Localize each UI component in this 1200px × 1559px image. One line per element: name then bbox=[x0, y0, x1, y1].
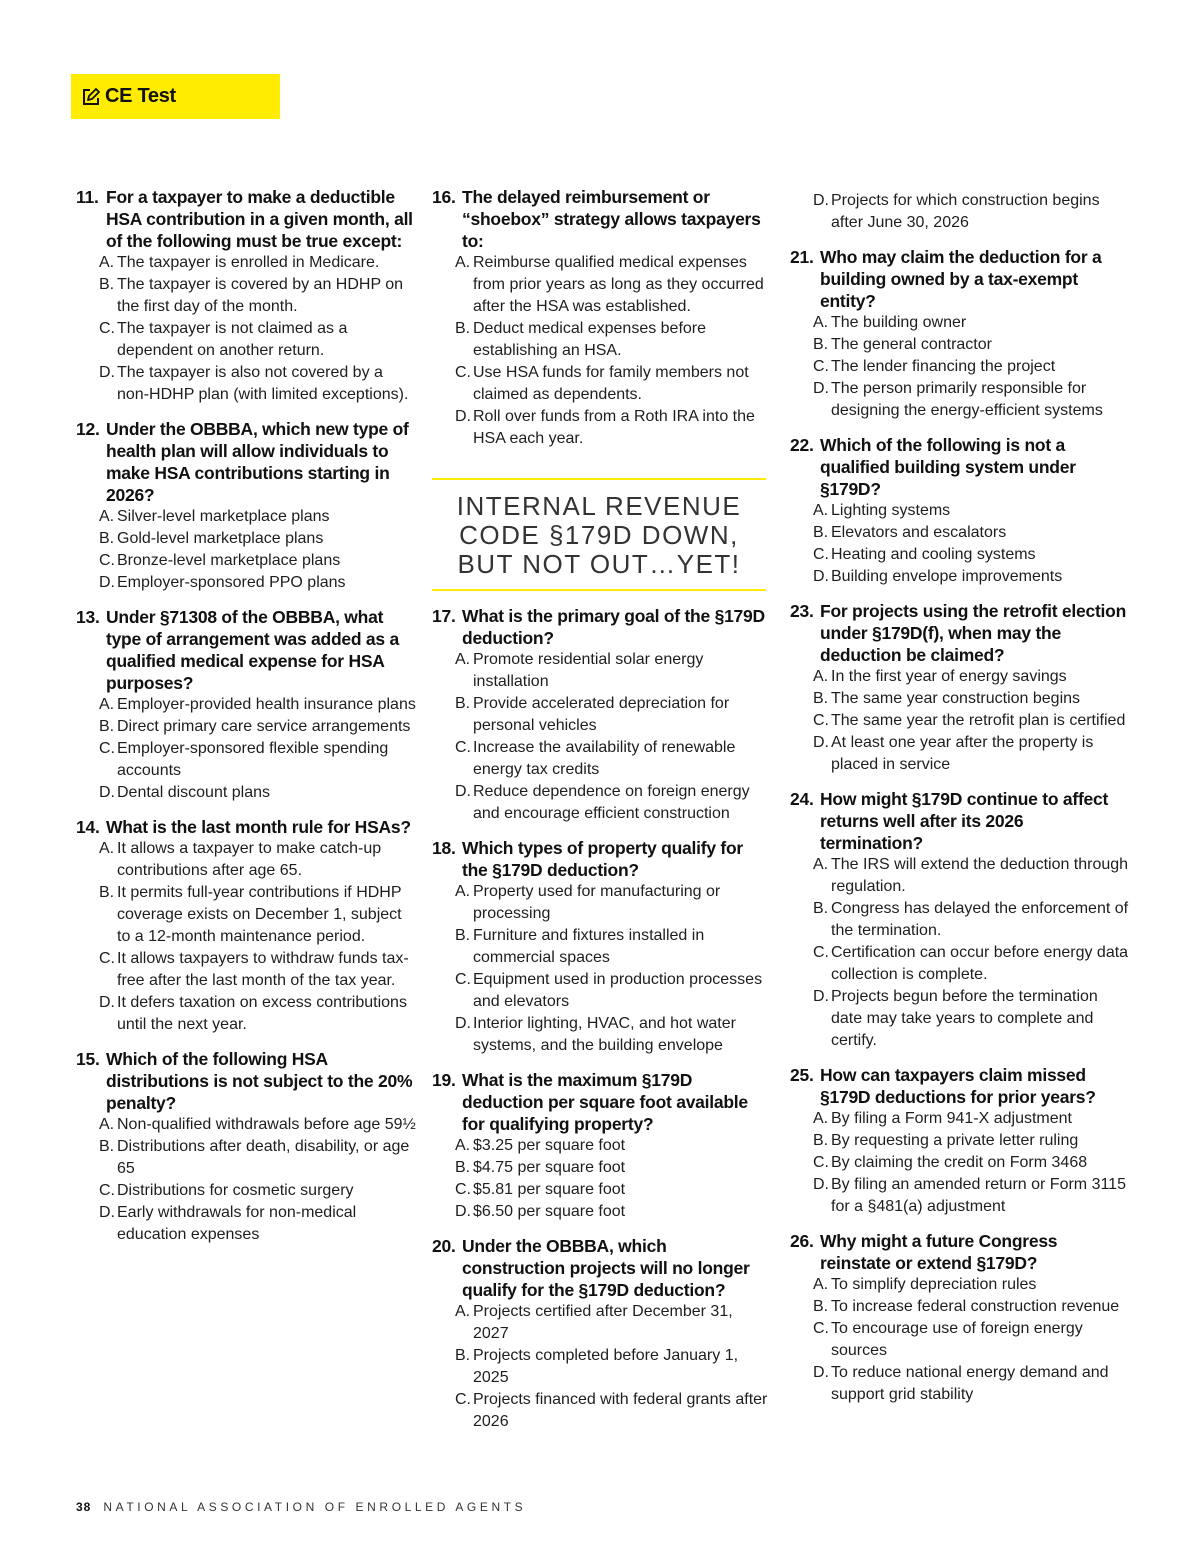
option-letter: A. bbox=[99, 696, 115, 713]
answer-option bbox=[813, 500, 1130, 522]
option-letter: D. bbox=[813, 380, 829, 397]
answer-option bbox=[99, 506, 416, 528]
option-text: Elevators and escalators bbox=[831, 524, 1007, 541]
option-letter: A. bbox=[455, 883, 471, 900]
option-letter: C. bbox=[455, 364, 471, 381]
option-text: It allows a taxpayer to make catch-up contributions after age 65. bbox=[117, 840, 382, 879]
answer-option bbox=[813, 1174, 1130, 1218]
answer-option bbox=[99, 318, 416, 362]
option-letter: A. bbox=[455, 1303, 471, 1320]
option-text: Provide accelerated depreciation for personal vehicles bbox=[473, 695, 730, 734]
question-23 bbox=[790, 600, 1130, 776]
option-letter: C. bbox=[813, 546, 829, 563]
question-text: Under the OBBBA, which construction projects will no longer qualify for the §179D deduction? bbox=[462, 1236, 750, 1300]
badge-label: CE Test bbox=[105, 85, 176, 107]
option-text: By filing an amended return or Form 3115 for a §481(a) adjustment bbox=[831, 1176, 1126, 1215]
answer-option bbox=[99, 738, 416, 782]
option-text: Employer-sponsored flexible spending accounts bbox=[117, 740, 389, 779]
option-text: Promote residential solar energy installation bbox=[473, 651, 704, 690]
question-stem bbox=[76, 1048, 416, 1114]
option-letter: C. bbox=[99, 950, 115, 967]
question-21 bbox=[790, 246, 1130, 422]
option-text: Congress has delayed the enforcement of the termination. bbox=[831, 900, 1129, 939]
option-letter: C. bbox=[813, 358, 829, 375]
answer-option bbox=[455, 1135, 772, 1157]
question-number: 17. bbox=[432, 606, 456, 626]
question-number: 16. bbox=[432, 187, 456, 207]
answer-option bbox=[455, 362, 772, 406]
option-letter: D. bbox=[455, 1015, 471, 1032]
question-stem bbox=[432, 605, 772, 649]
question-text: How can taxpayers claim missed §179D deductions for prior years? bbox=[820, 1065, 1096, 1107]
option-text: Projects begun before the termination date may take years to complete and certify. bbox=[831, 988, 1098, 1049]
answer-option bbox=[813, 566, 1130, 588]
question-24 bbox=[790, 788, 1130, 1052]
option-letter: A. bbox=[813, 1110, 829, 1127]
question-18 bbox=[432, 837, 772, 1057]
question-text: Which of the following HSA distributions is not subject to the 20% penalty? bbox=[106, 1049, 413, 1113]
option-letter: A. bbox=[813, 668, 829, 685]
option-letter: B. bbox=[813, 336, 829, 353]
option-text: Projects financed with federal grants after 2026 bbox=[473, 1391, 768, 1430]
option-text: The building owner bbox=[831, 314, 967, 331]
option-letter: D. bbox=[455, 783, 471, 800]
option-text: Distributions after death, disability, or age 65 bbox=[117, 1138, 410, 1177]
option-letter: B. bbox=[99, 530, 115, 547]
question-text: What is the last month rule for HSAs? bbox=[106, 817, 411, 837]
answer-option bbox=[99, 1180, 416, 1202]
question-text: Under the OBBBA, which new type of health plan will allow individuals to make HSA contributions starting in 2026? bbox=[106, 419, 409, 505]
question-number: 21. bbox=[790, 247, 814, 267]
option-letter: B. bbox=[813, 1298, 829, 1315]
option-text: The same year construction begins bbox=[831, 690, 1081, 707]
answer-option bbox=[99, 782, 416, 804]
answer-option bbox=[99, 992, 416, 1036]
question-text: For projects using the retrofit election under §179D(f), when may the deduction be claimed? bbox=[820, 601, 1127, 665]
question-text: For a taxpayer to make a deductible HSA contribution in a given month, all of the following must be true except: bbox=[106, 187, 413, 251]
question-15 bbox=[76, 1048, 416, 1246]
option-letter: D. bbox=[455, 1203, 471, 1220]
answer-option bbox=[455, 1201, 772, 1223]
answer-option bbox=[99, 274, 416, 318]
answer-option bbox=[455, 925, 772, 969]
option-letter: B. bbox=[813, 1132, 829, 1149]
answer-option bbox=[455, 1179, 772, 1201]
option-letter: D. bbox=[99, 784, 115, 801]
option-text: Employer-sponsored PPO plans bbox=[117, 574, 346, 591]
question-stem bbox=[432, 1069, 772, 1135]
page-number: 38 bbox=[76, 1500, 92, 1514]
option-letter: A. bbox=[455, 1137, 471, 1154]
option-letter: C. bbox=[99, 320, 115, 337]
answer-option bbox=[813, 1108, 1130, 1130]
option-letter: B. bbox=[99, 276, 115, 293]
option-text: $4.75 per square foot bbox=[473, 1159, 626, 1176]
question-text: How might §179D continue to affect returns well after its 2026 termination? bbox=[820, 789, 1109, 853]
question-stem bbox=[790, 1230, 1130, 1274]
answer-option bbox=[813, 898, 1130, 942]
answer-option bbox=[813, 544, 1130, 566]
answer-option bbox=[455, 1389, 772, 1433]
column-2 bbox=[432, 186, 772, 1445]
question-number: 18. bbox=[432, 838, 456, 858]
ce-test-badge bbox=[71, 74, 280, 119]
option-letter: A. bbox=[99, 254, 115, 271]
option-text: Lighting systems bbox=[831, 502, 951, 519]
option-text: Interior lighting, HVAC, and hot water systems, and the building envelope bbox=[473, 1015, 736, 1054]
option-text: $3.25 per square foot bbox=[473, 1137, 626, 1154]
option-letter: D. bbox=[813, 988, 829, 1005]
column-3 bbox=[790, 186, 1130, 1418]
answer-option bbox=[813, 378, 1130, 422]
option-text: The lender financing the project bbox=[831, 358, 1056, 375]
option-letter: D. bbox=[99, 994, 115, 1011]
option-text: Increase the availability of renewable energy tax credits bbox=[473, 739, 736, 778]
option-text: Equipment used in production processes and elevators bbox=[473, 971, 763, 1010]
answer-option bbox=[99, 1202, 416, 1246]
option-text: Silver-level marketplace plans bbox=[117, 508, 330, 525]
question-number: 14. bbox=[76, 817, 100, 837]
option-letter: D. bbox=[813, 1176, 829, 1193]
option-text: Building envelope improvements bbox=[831, 568, 1063, 585]
question-number: 23. bbox=[790, 601, 814, 621]
answer-option bbox=[99, 716, 416, 738]
option-text: Dental discount plans bbox=[117, 784, 270, 801]
answer-option bbox=[99, 948, 416, 992]
question-text: Why might a future Congress reinstate or extend §179D? bbox=[820, 1231, 1058, 1273]
option-letter: B. bbox=[813, 524, 829, 541]
option-text: By filing a Form 941-X adjustment bbox=[831, 1110, 1072, 1127]
option-text: Direct primary care service arrangements bbox=[117, 718, 411, 735]
question-number: 20. bbox=[432, 1236, 456, 1256]
option-text: Projects certified after December 31, 2027 bbox=[473, 1303, 733, 1342]
option-text: The taxpayer is enrolled in Medicare. bbox=[117, 254, 380, 271]
option-letter: A. bbox=[99, 508, 115, 525]
option-text: By claiming the credit on Form 3468 bbox=[831, 1154, 1088, 1171]
question-stem bbox=[76, 418, 416, 506]
answer-option bbox=[813, 688, 1130, 710]
option-text: It defers taxation on excess contributions until the next year. bbox=[117, 994, 407, 1033]
option-text: By requesting a private letter ruling bbox=[831, 1132, 1079, 1149]
question-stem bbox=[432, 186, 772, 252]
option-letter: A. bbox=[455, 254, 471, 271]
answer-option bbox=[99, 362, 416, 406]
question-text: The delayed reimbursement or “shoebox” strategy allows taxpayers to: bbox=[462, 187, 761, 251]
option-text: The taxpayer is not claimed as a dependent on another return. bbox=[117, 320, 348, 359]
option-letter: A. bbox=[813, 502, 829, 519]
option-letter: A. bbox=[813, 856, 829, 873]
column-1 bbox=[76, 186, 416, 1258]
option-text: To simplify depreciation rules bbox=[831, 1276, 1037, 1293]
answer-option bbox=[813, 1130, 1130, 1152]
option-letter: B. bbox=[813, 690, 829, 707]
answer-option bbox=[813, 1318, 1130, 1362]
option-text: The IRS will extend the deduction through regulation. bbox=[831, 856, 1129, 895]
option-text: To increase federal construction revenue bbox=[831, 1298, 1120, 1315]
option-letter: C. bbox=[99, 1182, 115, 1199]
option-text: Reimburse qualified medical expenses from prior years as long as they occurred after the HSA was established. bbox=[473, 254, 764, 315]
answer-option bbox=[813, 1274, 1130, 1296]
question-14 bbox=[76, 816, 416, 1036]
question-stem bbox=[790, 246, 1130, 312]
option-text: $5.81 per square foot bbox=[473, 1181, 626, 1198]
question-12 bbox=[76, 418, 416, 594]
option-text: The taxpayer is also not covered by a non-HDHP plan (with limited exceptions). bbox=[117, 364, 409, 403]
option-text: Furniture and fixtures installed in commercial spaces bbox=[473, 927, 705, 966]
question-number: 13. bbox=[76, 607, 100, 627]
option-letter: C. bbox=[813, 944, 829, 961]
question-text: Under §71308 of the OBBBA, what type of arrangement was added as a qualified medical expense for HSA purposes? bbox=[106, 607, 399, 693]
answer-option bbox=[455, 318, 772, 362]
option-letter: B. bbox=[455, 695, 471, 712]
page-footer bbox=[76, 1500, 526, 1514]
option-text: Early withdrawals for non-medical education expenses bbox=[117, 1204, 357, 1243]
answer-option bbox=[813, 986, 1130, 1052]
option-letter: C. bbox=[455, 1391, 471, 1408]
question-stem bbox=[790, 788, 1130, 854]
question-stem bbox=[790, 1064, 1130, 1108]
option-letter: D. bbox=[813, 734, 829, 751]
answer-option bbox=[813, 522, 1130, 544]
answer-option bbox=[813, 1296, 1130, 1318]
option-letter: A. bbox=[455, 651, 471, 668]
option-letter: C. bbox=[99, 552, 115, 569]
option-text: Employer-provided health insurance plans bbox=[117, 696, 416, 713]
answer-option bbox=[455, 693, 772, 737]
question-stem bbox=[76, 606, 416, 694]
option-letter: C. bbox=[813, 1154, 829, 1171]
question-26 bbox=[790, 1230, 1130, 1406]
answer-option bbox=[455, 252, 772, 318]
option-text: Reduce dependence on foreign energy and encourage efficient construction bbox=[473, 783, 750, 822]
question-stem bbox=[790, 600, 1130, 666]
option-text: Distributions for cosmetic surgery bbox=[117, 1182, 354, 1199]
question-20 bbox=[432, 1235, 772, 1433]
question-number: 24. bbox=[790, 789, 814, 809]
option-letter: D. bbox=[99, 364, 115, 381]
answer-option bbox=[99, 1114, 416, 1136]
question-17 bbox=[432, 605, 772, 825]
option-text: To encourage use of foreign energy sources bbox=[831, 1320, 1083, 1359]
option-letter: B. bbox=[455, 1347, 471, 1364]
option-text: Deduct medical expenses before establishing an HSA. bbox=[473, 320, 707, 359]
option-letter: A. bbox=[99, 1116, 115, 1133]
option-letter: A. bbox=[813, 1276, 829, 1293]
answer-option bbox=[813, 942, 1130, 986]
option-text: Gold-level marketplace plans bbox=[117, 530, 324, 547]
answer-option bbox=[99, 838, 416, 882]
option-text: To reduce national energy demand and support grid stability bbox=[831, 1364, 1109, 1403]
option-letter: C. bbox=[813, 1320, 829, 1337]
option-text: Certification can occur before energy data collection is complete. bbox=[831, 944, 1129, 983]
option-text: $6.50 per square foot bbox=[473, 1203, 626, 1220]
option-text: Use HSA funds for family members not claimed as dependents. bbox=[473, 364, 749, 403]
option-letter: B. bbox=[455, 927, 471, 944]
answer-option bbox=[813, 710, 1130, 732]
answer-option bbox=[99, 882, 416, 948]
option-letter: C. bbox=[455, 971, 471, 988]
question-25 bbox=[790, 1064, 1130, 1218]
answer-option bbox=[455, 1157, 772, 1179]
option-text: It permits full-year contributions if HDHP coverage exists on December 1, subject to a 12-month maintenance period. bbox=[117, 884, 402, 945]
option-text: Projects completed before January 1, 2025 bbox=[473, 1347, 739, 1386]
option-letter: B. bbox=[813, 900, 829, 917]
answer-option bbox=[99, 1136, 416, 1180]
answer-option bbox=[99, 252, 416, 274]
question-number: 25. bbox=[790, 1065, 814, 1085]
question-text: What is the maximum §179D deduction per square foot available for qualifying property? bbox=[462, 1070, 748, 1134]
publication-name: NATIONAL ASSOCIATION OF ENROLLED AGENTS bbox=[103, 1500, 527, 1514]
answer-option bbox=[813, 356, 1130, 378]
option-letter: B. bbox=[99, 718, 115, 735]
answer-option bbox=[99, 694, 416, 716]
answer-option bbox=[455, 1345, 772, 1389]
answer-option bbox=[455, 881, 772, 925]
question-text: Which of the following is not a qualified building system under §179D? bbox=[820, 435, 1076, 499]
option-letter: A. bbox=[99, 840, 115, 857]
option-letter: C. bbox=[455, 1181, 471, 1198]
option-text: The general contractor bbox=[831, 336, 992, 353]
question-stem bbox=[432, 837, 772, 881]
question-number: 19. bbox=[432, 1070, 456, 1090]
answer-option bbox=[99, 572, 416, 594]
option-text: Bronze-level marketplace plans bbox=[117, 552, 341, 569]
answer-option bbox=[813, 1152, 1130, 1174]
question-number: 26. bbox=[790, 1231, 814, 1251]
option-letter: D. bbox=[813, 568, 829, 585]
option-letter: D. bbox=[813, 1364, 829, 1381]
answer-option bbox=[455, 781, 772, 825]
option-text: It allows taxpayers to withdraw funds tax-free after the last month of the tax year. bbox=[117, 950, 409, 989]
question-19 bbox=[432, 1069, 772, 1223]
answer-option bbox=[813, 312, 1130, 334]
answer-option-continued bbox=[813, 190, 1130, 234]
answer-option bbox=[455, 406, 772, 450]
option-letter: B. bbox=[99, 884, 115, 901]
section-heading: INTERNAL REVENUE CODE §179D DOWN, BUT NOT OUT…YET! bbox=[432, 478, 766, 591]
question-text: Which types of property qualify for the §179D deduction? bbox=[462, 838, 743, 880]
option-letter: D. bbox=[99, 1204, 115, 1221]
option-letter: D. bbox=[813, 192, 829, 209]
question-number: 15. bbox=[76, 1049, 100, 1069]
question-text: What is the primary goal of the §179D deduction? bbox=[462, 606, 765, 648]
answer-option bbox=[813, 334, 1130, 356]
question-number: 11. bbox=[76, 187, 99, 207]
question-text: Who may claim the deduction for a building owned by a tax-exempt entity? bbox=[820, 247, 1102, 311]
answer-option bbox=[813, 854, 1130, 898]
option-text: At least one year after the property is placed in service bbox=[831, 734, 1094, 773]
option-text: The taxpayer is covered by an HDHP on the first day of the month. bbox=[117, 276, 404, 315]
answer-option bbox=[813, 666, 1130, 688]
answer-option bbox=[455, 1013, 772, 1057]
option-letter: B. bbox=[99, 1138, 115, 1155]
question-11 bbox=[76, 186, 416, 406]
option-text: The person primarily responsible for designing the energy-efficient systems bbox=[831, 380, 1103, 419]
answer-option bbox=[455, 737, 772, 781]
question-stem bbox=[432, 1235, 772, 1301]
answer-option bbox=[455, 1301, 772, 1345]
question-stem bbox=[76, 186, 416, 252]
option-letter: B. bbox=[455, 320, 471, 337]
option-text: The same year the retrofit plan is certified bbox=[831, 712, 1126, 729]
option-text: Heating and cooling systems bbox=[831, 546, 1036, 563]
option-letter: D. bbox=[99, 574, 115, 591]
option-text: In the first year of energy savings bbox=[831, 668, 1067, 685]
option-letter: C. bbox=[455, 739, 471, 756]
question-stem bbox=[790, 434, 1130, 500]
option-letter: D. bbox=[455, 408, 471, 425]
question-22 bbox=[790, 434, 1130, 588]
option-text: Projects for which construction begins after June 30, 2026 bbox=[831, 192, 1100, 231]
question-number: 22. bbox=[790, 435, 814, 455]
option-text: Roll over funds from a Roth IRA into the HSA each year. bbox=[473, 408, 755, 447]
answer-option bbox=[99, 550, 416, 572]
option-letter: C. bbox=[813, 712, 829, 729]
answer-option bbox=[99, 528, 416, 550]
question-16 bbox=[432, 186, 772, 450]
option-text: Property used for manufacturing or processing bbox=[473, 883, 721, 922]
question-13 bbox=[76, 606, 416, 804]
question-stem bbox=[76, 816, 416, 838]
option-letter: A. bbox=[813, 314, 829, 331]
answer-option bbox=[813, 732, 1130, 776]
answer-option bbox=[455, 649, 772, 693]
question-number: 12. bbox=[76, 419, 100, 439]
answer-option bbox=[455, 969, 772, 1013]
option-letter: C. bbox=[99, 740, 115, 757]
option-letter: B. bbox=[455, 1159, 471, 1176]
option-text: Non-qualified withdrawals before age 59½ bbox=[117, 1116, 416, 1133]
pencil-box-icon bbox=[81, 87, 101, 107]
answer-option bbox=[813, 1362, 1130, 1406]
